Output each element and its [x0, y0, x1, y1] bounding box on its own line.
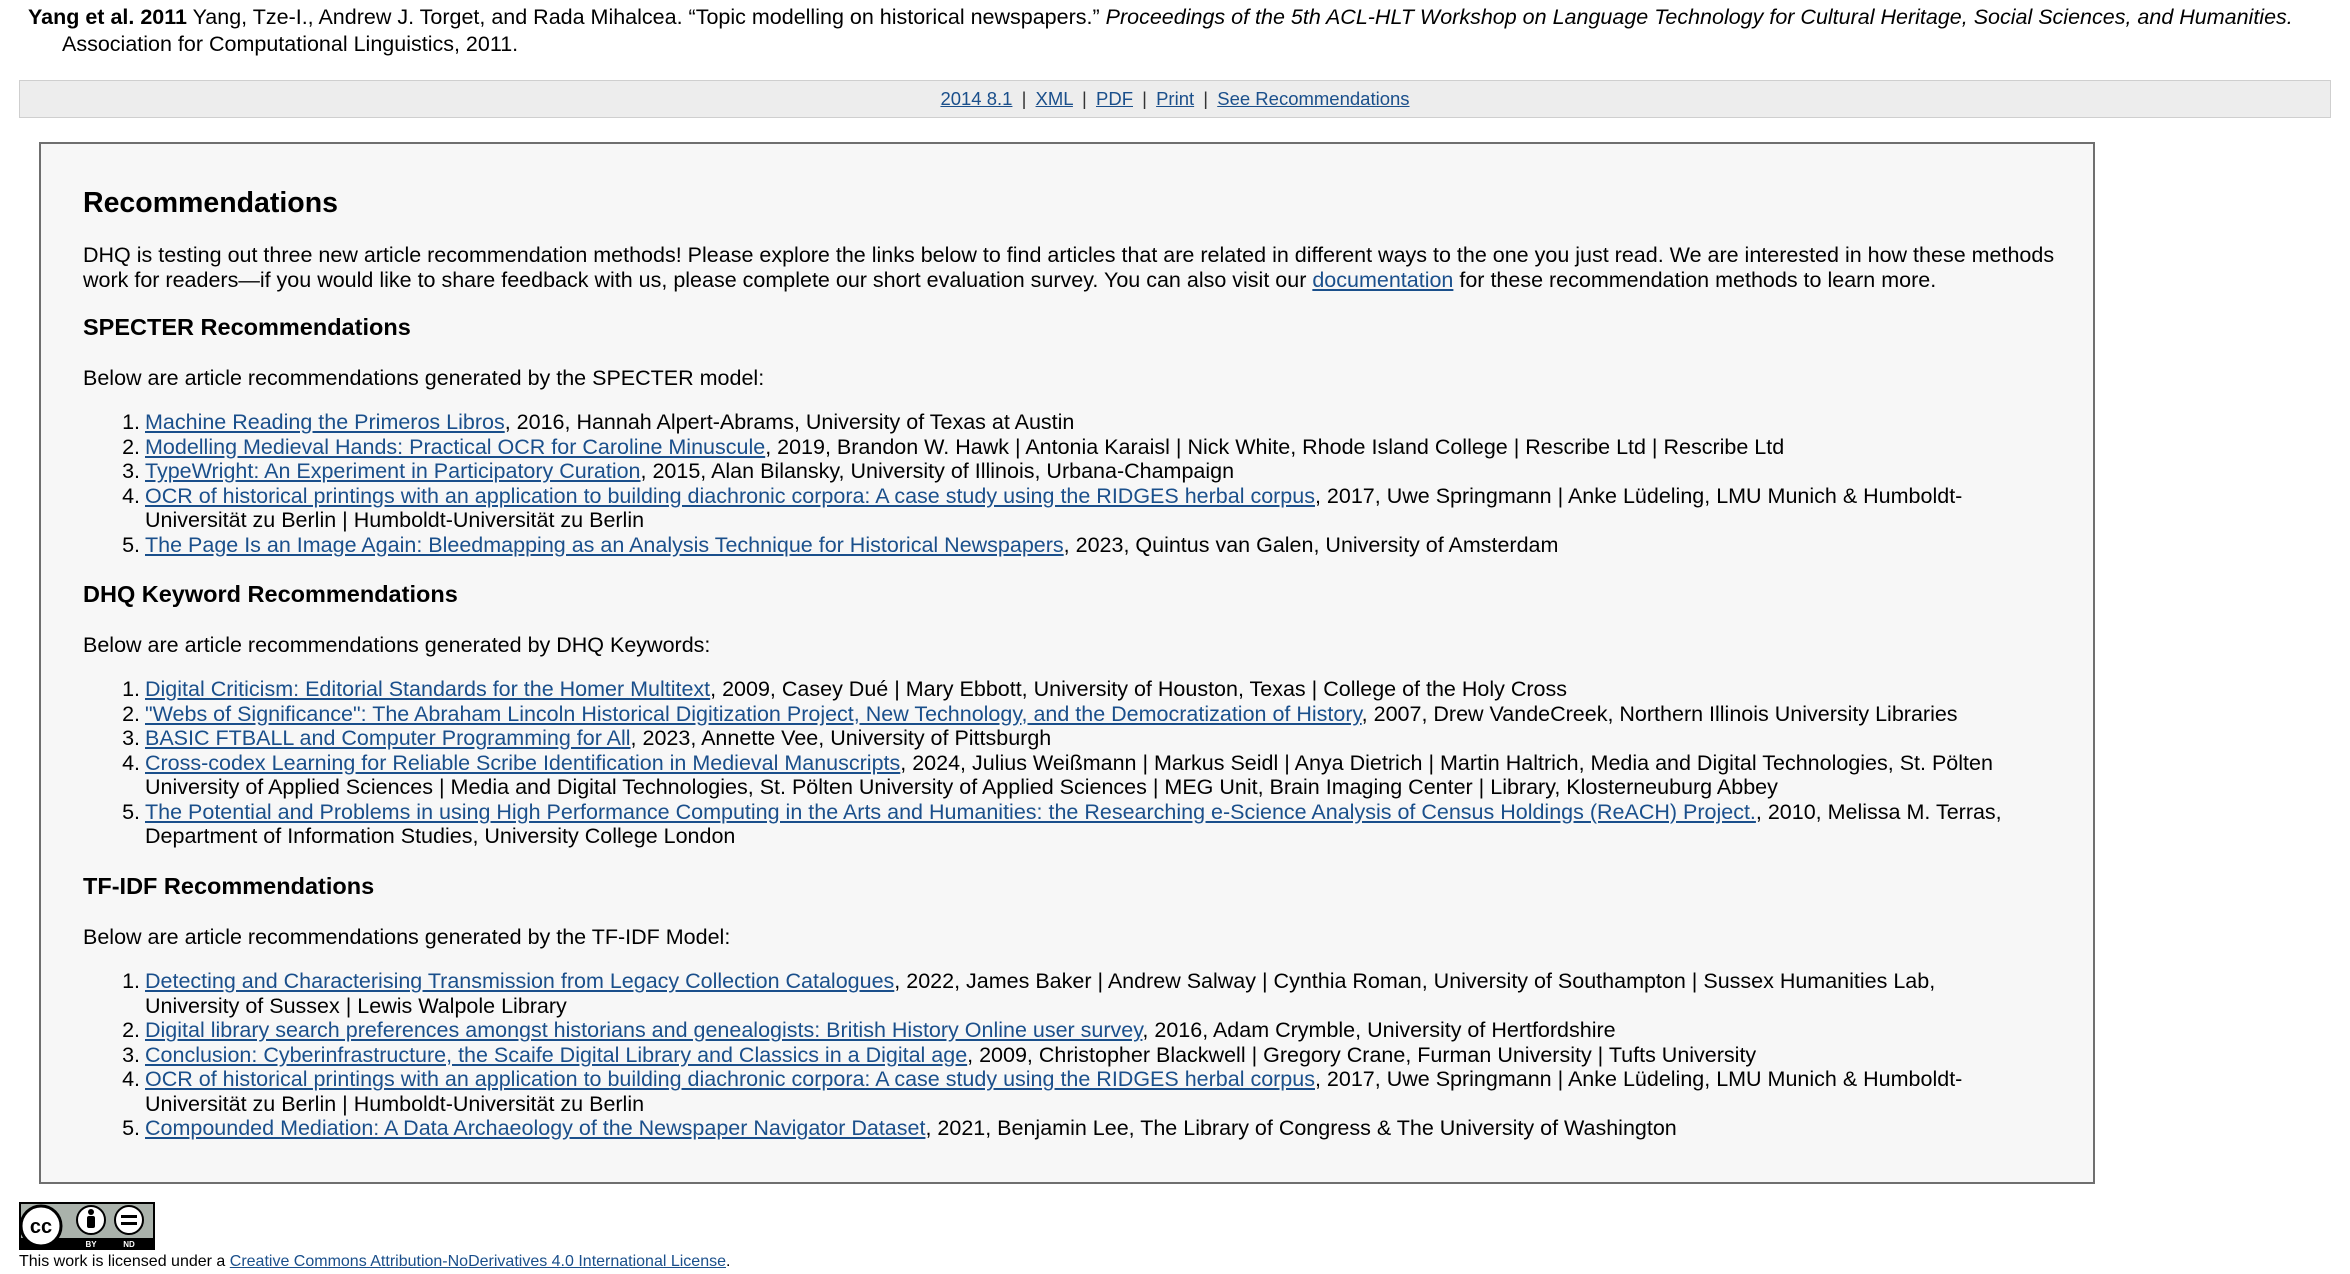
item-number: 2. [122, 701, 140, 726]
list-item [83, 969, 2003, 1018]
recommendations-heading: Recommendations [83, 187, 338, 219]
license-prefix: This work is licensed under a [19, 1253, 226, 1270]
tfidf-heading: TF-IDF Recommendations [83, 873, 375, 899]
item-number: 5. [122, 799, 140, 824]
list-item [83, 484, 2003, 533]
license-suffix: . [726, 1253, 731, 1270]
list-item [83, 1067, 2003, 1116]
cc-by-nd-icon [19, 1202, 155, 1250]
list-item [83, 533, 2003, 558]
list-item [83, 410, 2003, 435]
item-number: 4. [122, 483, 140, 508]
svg-text:BY: BY [85, 1240, 97, 1249]
item-number: 1. [122, 410, 140, 434]
article-details: , 2017, Uwe Springmann | Anke Lüdeling, LMU Munich & Humboldt-Universität zu Berlin | Humboldt-Universität zu Berlin [145, 1067, 1963, 1116]
dhq-keyword-description: Below are article recommendations generated by DHQ Keywords: [83, 633, 711, 657]
article-details: , 2021, Benjamin Lee, The Library of Congress & The University of Washington [925, 1116, 1677, 1140]
article-link[interactable]: Modelling Medieval Hands: Practical OCR for Caroline Minuscule [145, 434, 766, 459]
license-footer [19, 1202, 731, 1272]
item-number: 4. [122, 1067, 140, 1091]
print-link[interactable]: Print [1156, 88, 1195, 109]
article-link[interactable]: Digital Criticism: Editorial Standards for the Homer Multitext [145, 677, 711, 701]
article-details: , 2019, Brandon W. Hawk | Antonia Karaisl | Nick White, Rhode Island College | Rescribe Ltd | Rescribe Ltd [765, 434, 1785, 459]
item-number: 1. [122, 969, 140, 993]
article-details: , 2007, Drew VandeCreek, Northern Illinois University Libraries [1361, 701, 1958, 726]
list-item [83, 677, 2003, 702]
svg-text:ND: ND [123, 1240, 135, 1249]
recommendations-intro [83, 243, 2058, 292]
citation [28, 4, 2322, 58]
cc-badge-link[interactable] [19, 1202, 619, 1250]
license-link[interactable]: Creative Commons Attribution-NoDerivatives 4.0 International License [229, 1253, 726, 1270]
article-link[interactable]: The Potential and Problems in using High Performance Computing in the Arts and Humanities: the Researching e-Science Analysis of Census Holdings (ReACH) Project. [145, 799, 1756, 824]
item-number: 3. [122, 726, 140, 750]
dhq-keyword-list [83, 677, 2003, 849]
item-number: 2. [122, 434, 140, 459]
toolbar-separator: | [1142, 88, 1147, 109]
article-details: , 2016, Hannah Alpert-Abrams, University of Texas at Austin [504, 410, 1075, 434]
article-details: , 2022, James Baker | Andrew Salway | Cynthia Roman, University of Southampton | Sussex Humanities Lab, University of Sussex | Lewis Walpole Library [145, 969, 1936, 1018]
article-link[interactable]: Conclusion: Cyberinfrastructure, the Scaife Digital Library and Classics in a Digital age [145, 1042, 968, 1067]
tfidf-description: Below are article recommendations generated by the TF-IDF Model: [83, 925, 731, 949]
article-link[interactable]: Cross-codex Learning for Reliable Scribe Identification in Medieval Manuscripts [145, 750, 901, 775]
toolbar-separator: | [1203, 88, 1209, 109]
article-link[interactable]: Machine Reading the Primeros Libros [145, 410, 505, 434]
specter-description: Below are article recommendations generated by the SPECTER model: [83, 366, 765, 390]
citation-publisher: Association for Computational Linguistics, 2011. [62, 32, 519, 56]
article-link[interactable]: Digital library search preferences amongst historians and genealogists: British History Online user survey [145, 1018, 1143, 1042]
item-number: 3. [122, 1042, 140, 1067]
list-item [83, 1043, 2003, 1068]
toolbar-separator: | [1082, 88, 1087, 109]
list-item [83, 1018, 2003, 1043]
intro-text-end: for these recommendation methods to learn more. [1459, 267, 1937, 292]
pdf-link[interactable]: PDF [1096, 88, 1133, 109]
list-item [83, 751, 2003, 800]
article-details: , 2023, Annette Vee, University of Pittsburgh [630, 726, 1052, 750]
citation-authors: Yang, Tze-I., Andrew J. Torget, and Rada Mihalcea. [192, 5, 683, 29]
toolbar-separator: | [1021, 88, 1027, 109]
item-number: 5. [122, 532, 140, 557]
tfidf-list [83, 969, 2003, 1141]
see-recommendations-link[interactable]: See Recommendations [1217, 88, 1410, 109]
intro-text: DHQ is testing out three new article recommendation methods! Please explore the links below to find articles that are related in different ways to the one you just read. We are interested in how these methods work for readers—if you would like to share feedback with us, please complete our short evaluation survey. You can also visit our [83, 243, 2055, 292]
list-item [83, 459, 2003, 484]
specter-list [83, 410, 2003, 557]
article-link[interactable]: Detecting and Characterising Transmission from Legacy Collection Catalogues [145, 969, 895, 993]
article-details: , 2010, Melissa M. Terras, Department of Information Studies, University College London [145, 799, 2002, 848]
item-number: 4. [122, 750, 140, 775]
article-link[interactable]: BASIC FTBALL and Computer Programming for All [145, 726, 631, 750]
item-number: 3. [122, 459, 140, 483]
list-item [83, 726, 2003, 751]
article-details: , 2024, Julius Weißmann | Markus Seidl | Anya Dietrich | Martin Haltrich, Media and Digital Technologies, St. Pölten University of Applied Sciences | Media and Digital Technologies, St. Pölten University of Applied Sciences | MEG Unit, Brain Imaging Center | Library, Klosterneuburg Abbey [145, 750, 1993, 799]
article-details: , 2015, Alan Bilansky, University of Illinois, Urbana-Champaign [640, 459, 1235, 483]
documentation-link[interactable]: documentation [1312, 267, 1454, 292]
list-item [83, 800, 2003, 849]
article-details: , 2017, Uwe Springmann | Anke Lüdeling, LMU Munich & Humboldt-Universität zu Berlin | Humboldt-Universität zu Berlin [145, 483, 1963, 532]
list-item [83, 435, 2003, 460]
article-link[interactable]: The Page Is an Image Again: Bleedmapping as an Analysis Technique for Historical Newspapers [145, 532, 1064, 557]
article-link[interactable]: OCR of historical printings with an application to building diachronic corpora: A case study using the RIDGES herbal corpus [145, 1067, 1315, 1091]
item-number: 1. [122, 677, 140, 701]
svg-text:cc: cc [29, 1216, 53, 1238]
article-link[interactable]: OCR of historical printings with an application to building diachronic corpora: A case study using the RIDGES herbal corpus [145, 483, 1315, 508]
article-link[interactable]: "Webs of Significance": The Abraham Lincoln Historical Digitization Project, New Technology, and the Democratization of History [145, 701, 1362, 726]
license-text [19, 1252, 731, 1272]
citation-venue: Proceedings of the 5th ACL-HLT Workshop on Language Technology for Cultural Heritage, Social Sciences, and Humanities. [1105, 5, 2293, 29]
specter-heading: SPECTER Recommendations [83, 314, 411, 340]
toolbar [19, 80, 2331, 118]
item-number: 2. [122, 1018, 140, 1042]
article-details: , 2009, Christopher Blackwell | Gregory Crane, Furman University | Tufts University [967, 1042, 1757, 1067]
item-number: 5. [122, 1116, 140, 1140]
xml-link[interactable]: XML [1035, 88, 1073, 109]
article-link[interactable]: Compounded Mediation: A Data Archaeology of the Newspaper Navigator Dataset [145, 1116, 926, 1140]
version-link[interactable]: 2014 8.1 [940, 88, 1013, 109]
recommendations-box [39, 142, 2095, 1184]
list-item [83, 702, 2003, 727]
citation-title: “Topic modelling on historical newspapers.” [688, 5, 1100, 29]
article-link[interactable]: TypeWright: An Experiment in Participatory Curation [145, 459, 641, 483]
list-item [83, 1116, 2003, 1141]
article-details: , 2009, Casey Dué | Mary Ebbott, University of Houston, Texas | College of the Holy Cross [710, 677, 1567, 701]
article-details: , 2016, Adam Crymble, University of Hertfordshire [1142, 1018, 1616, 1042]
dhq-keyword-heading: DHQ Keyword Recommendations [83, 581, 458, 607]
citation-label: Yang et al. 2011 [28, 5, 187, 29]
article-details: , 2023, Quintus van Galen, University of Amsterdam [1063, 532, 1559, 557]
